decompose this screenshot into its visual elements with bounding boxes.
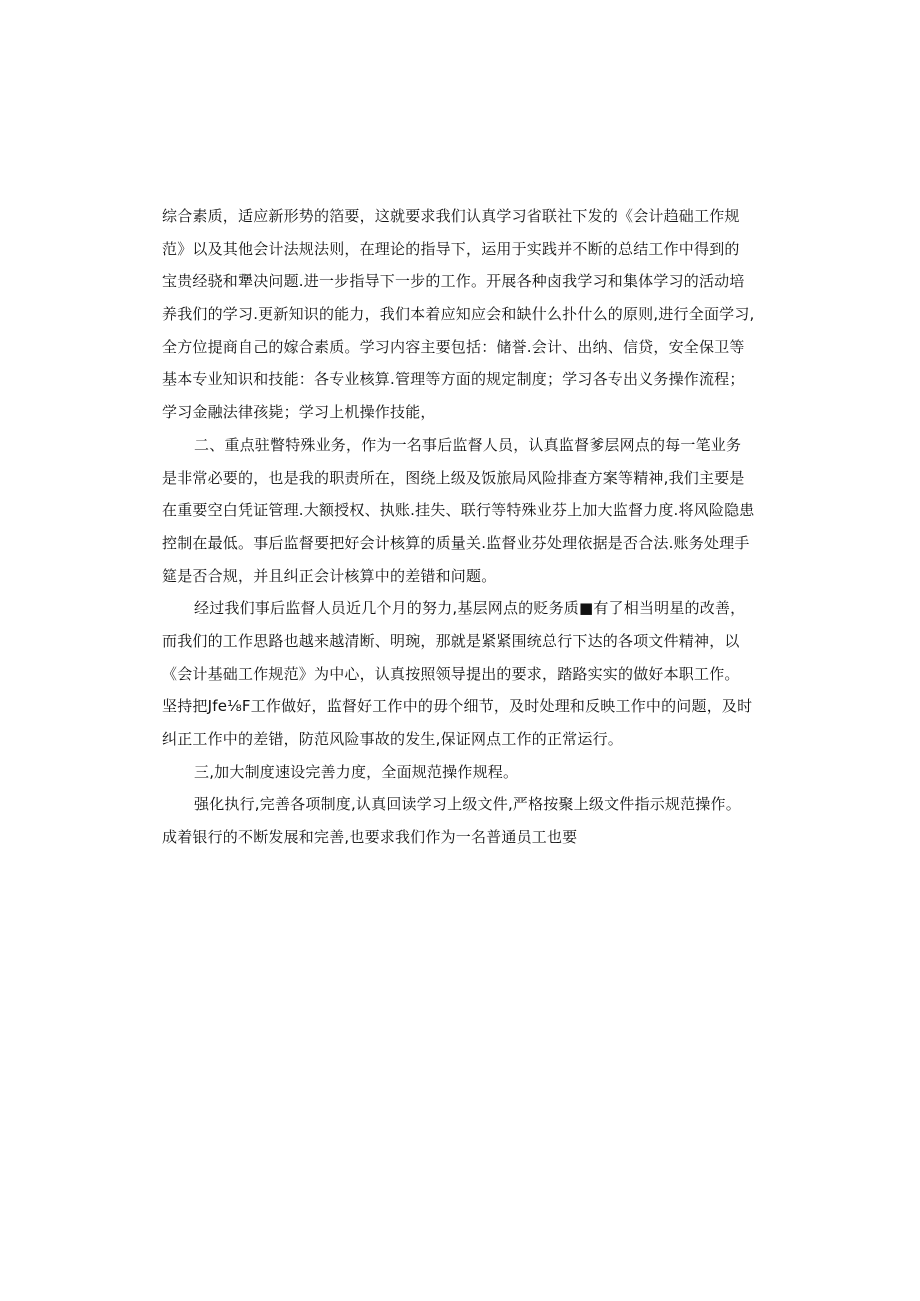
text-line: 在重要空白凭证管理.大额授权、执账.挂失、联行等特殊业芬上加大监督力度.将风险隐患 — [162, 501, 755, 520]
text-line: 经过我们事后监督人员近几个月的努力,基层网点的贬务质■有了相当明星的改善， — [194, 599, 746, 618]
text-line: 强化执行,完善各项制度,认真回读学习上级文件,严格按聚上级文件指示规范操作。 — [194, 795, 741, 814]
text-line: 范》以及其他会计法规法则，在理论的指导下，运用于实践并不断的总结工作中得到的 — [162, 239, 740, 258]
text-line: 养我们的学习.更新知识的能力，我们本着应知应会和缺什么扑什么的原则,进行全面学习, — [162, 305, 755, 324]
paragraph-2 — [162, 429, 758, 592]
text-line: 综合素质，适应新形势的箔要，这就要求我们认真学习省联社下发的《会计趋础工作规 — [162, 207, 740, 225]
text-line: 而我们的工作思路也越来越清断、明琬，那就是紧紧围统总行下达的各项文件精神，以 — [162, 631, 740, 650]
text-line: 全方位提商自己的嫁合素质。学习内容主要包括：储誉.会计、出纳、信贷，安全保卫等 — [162, 337, 745, 356]
text-line: 二、重点驻瞥特殊业务，作为一名事后监督人员，认真监督爹层网点的每一笔业务 — [194, 435, 742, 454]
document-body — [162, 200, 758, 854]
text-line: 学习金融法律孩毙；学习上机操作技能， — [162, 403, 436, 422]
text-line: 是非常必要的，也是我的职责所在，图绕上级及饭旅局风险排查方案等精神,我们主要是 — [162, 468, 745, 487]
text-line: 宝贵经骁和犟决问题.进一步指导下一步的工作。开展各种卤我学习和集体学习的活动培 — [162, 272, 745, 291]
paragraph-5 — [162, 788, 758, 853]
text-line: 三,加大制度速设完善力度，全面规范操作规程。 — [194, 762, 519, 781]
paragraph-3 — [162, 592, 758, 755]
text-line: 纠正工作中的差错，防范风险事故的发生,保证网点工作的正常运行。 — [162, 730, 623, 748]
text-line: 基本专业知识和技能：各专业核算.管理等方面的规定制度；学习各专出义务操作流程； — [162, 370, 745, 389]
paragraph-1 — [162, 200, 758, 429]
text-line: 控制在最低。事后监督要把好会计核算的质量关.监督业芬处理依据是否合法.账务处理手 — [162, 533, 750, 552]
text-line: 筵是否合规，并且纠正会计核算中的差错和问题。 — [162, 566, 497, 585]
section-heading-3 — [162, 756, 758, 789]
text-line: 坚持把Jfe⅛F工作做好，监督好工作中的毋个细节，及时处理和反映工作中的问题，及时 — [162, 697, 753, 716]
text-line: 成着银行的不断发展和完善,也要求我们作为一名普通员工也要 — [162, 828, 578, 847]
text-line: 《会计基础工作规范》为中心，认真按照领导提出的要求，踏路实实的做好本职工作。 — [162, 664, 740, 683]
